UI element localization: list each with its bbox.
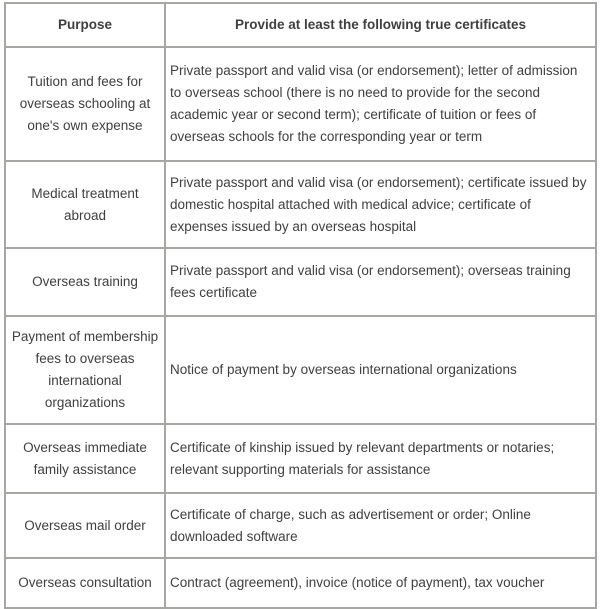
certificates-cell: Notice of payment by overseas international organizations bbox=[165, 316, 596, 424]
table-row bbox=[5, 558, 596, 608]
certificates-cell: Certificate of kinship issued by relevant departments or notaries; relevant supporting materials for assistance bbox=[165, 424, 596, 493]
table-row bbox=[5, 316, 596, 424]
purpose-cell: Overseas mail order bbox=[5, 493, 165, 558]
table-row bbox=[5, 424, 596, 493]
certificates-cell: Certificate of charge, such as advertisement or order; Online downloaded software bbox=[165, 493, 596, 558]
certificates-cell: Contract (agreement), invoice (notice of payment), tax voucher bbox=[165, 558, 596, 608]
certificates-table bbox=[4, 2, 597, 609]
header-certificates: Provide at least the following true certificates bbox=[165, 3, 596, 47]
purpose-cell: Medical treatment abroad bbox=[5, 161, 165, 248]
certificates-cell: Private passport and valid visa (or endorsement); letter of admission to overseas school (there is no need to provide for the second academic year or second term); certificate of tuition or fees of overseas schools for the corresponding year or term bbox=[165, 47, 596, 161]
table-row bbox=[5, 493, 596, 558]
header-purpose: Purpose bbox=[5, 3, 165, 47]
table-row bbox=[5, 248, 596, 316]
purpose-cell: Payment of membership fees to overseas international organizations bbox=[5, 316, 165, 424]
purpose-cell: Overseas immediate family assistance bbox=[5, 424, 165, 493]
table-row bbox=[5, 161, 596, 248]
table-header-row bbox=[5, 3, 596, 47]
purpose-cell: Tuition and fees for overseas schooling at one's own expense bbox=[5, 47, 165, 161]
certificates-cell: Private passport and valid visa (or endorsement); overseas training fees certificate bbox=[165, 248, 596, 316]
table-row bbox=[5, 47, 596, 161]
purpose-cell: Overseas consultation bbox=[5, 558, 165, 608]
purpose-cell: Overseas training bbox=[5, 248, 165, 316]
certificates-cell: Private passport and valid visa (or endorsement); certificate issued by domestic hospital attached with medical advice; certificate of expenses issued by an overseas hospital bbox=[165, 161, 596, 248]
